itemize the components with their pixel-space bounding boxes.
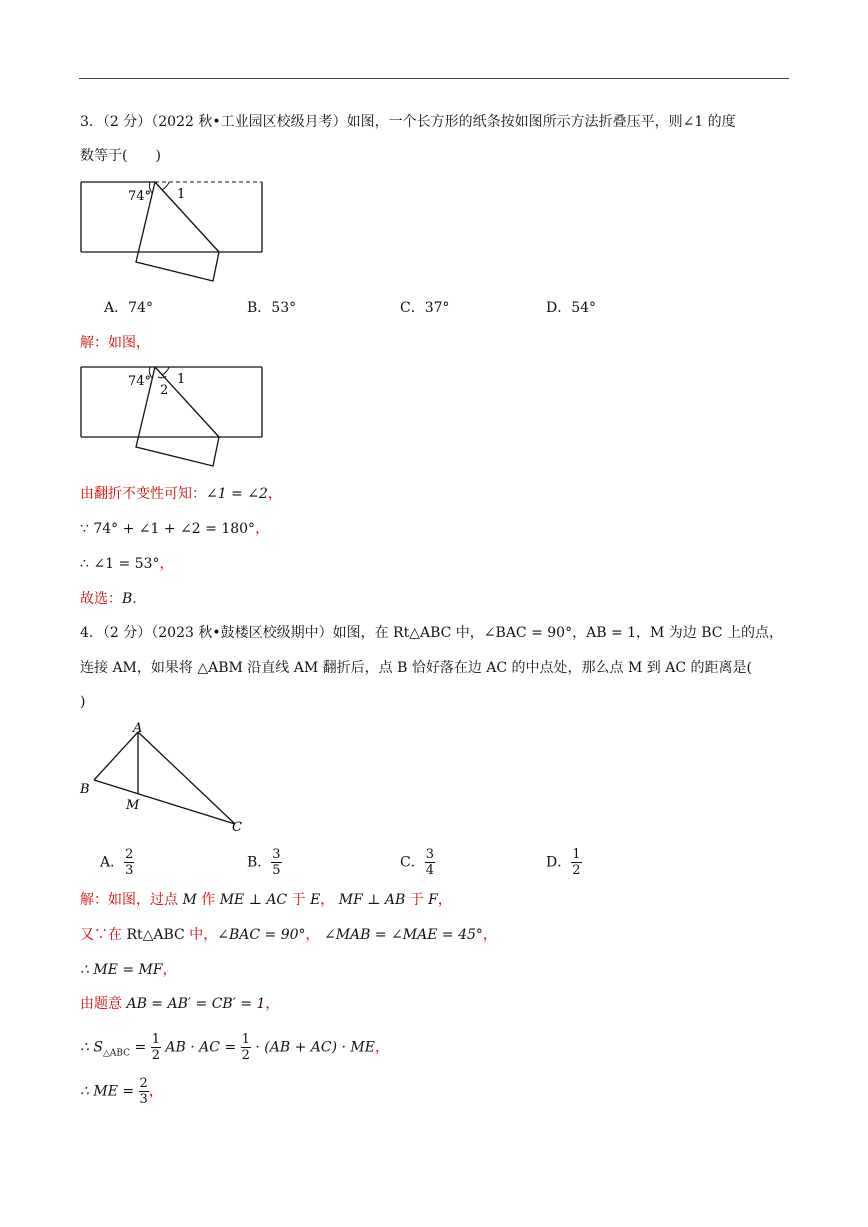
q4-stem-line3: ) — [80, 694, 86, 710]
q3-fig-label-74: 74° — [128, 189, 152, 204]
q3-fig-label-1: 1 — [177, 187, 186, 202]
q3-option-b: B．53° — [247, 300, 297, 316]
q4-option-b: B． $\frac{3}{5}$ — [247, 847, 281, 878]
q3-solution-step3: ∴ ∠1 = 53°， — [80, 556, 174, 572]
q3-sfig-label-2: 2 — [160, 383, 169, 398]
q3-option-a: A．74° — [104, 300, 153, 316]
q4-fig-label-m: M — [126, 798, 140, 813]
q4-fig-segment-ab — [94, 732, 138, 780]
q4-stem-line1: 4．（2 分）（2023 秋•鼓楼区校级期中）如图，在 Rt△ABC 中，∠BAC = 90°，AB = 1，M 为边 BC 上的点， — [80, 625, 783, 641]
q3-sfig-label-1: 1 — [177, 372, 186, 387]
q4-option-c: C． $\frac{3}{4}$ — [400, 847, 434, 878]
q3-fig-angle1-arc — [162, 182, 169, 190]
q4-solution-line4: 由题意 AB = AB′ = CB′ = 1， — [80, 996, 280, 1012]
q4-fig-segment-bc — [94, 780, 235, 824]
q3-stem-line2: 数等于( ) — [80, 148, 161, 164]
q4-solution-line2: 又∵在 Rt△ABC 中，∠BAC = 90°， ∠MAB = ∠MAE = 45°， — [80, 927, 497, 943]
q4-figure — [75, 720, 255, 840]
q4-stem-line2: 连接 AM，如果将 △ABM 沿直线 AM 翻折后，点 B 恰好落在边 AC 的中点处，那么点 M 到 AC 的距离是( — [80, 660, 752, 676]
q4-option-a: A． $\frac{2}{3}$ — [100, 847, 134, 878]
q4-solution-line3: ∴ ME = MF， — [80, 962, 177, 978]
q4-solution-line5: ∴ $S_{\triangle ABC}$ = $\frac{1}{2}$ AB · AC = $\frac{1}{2}$ · (AB + AC) · ME， — [80, 1032, 389, 1063]
q3-solution-step2: ∵ 74° + ∠1 + ∠2 = 180°， — [80, 521, 270, 537]
q4-fig-label-b: B — [80, 782, 90, 797]
q3-option-c: C．37° — [400, 300, 450, 316]
q4-fig-segment-ac — [138, 732, 235, 824]
q3-solution-intro: 解：如图， — [80, 335, 150, 351]
q4-solution-line6: ∴ ME = $\frac{2}{3}$ ， — [80, 1076, 163, 1107]
q3-sfig-label-74: 74° — [128, 374, 152, 389]
q3-solution-step1: 由翻折不变性可知：∠1 = ∠2， — [80, 486, 282, 502]
header-rule — [79, 78, 789, 79]
q3-figure — [78, 176, 268, 288]
q4-fig-label-a: A — [133, 721, 143, 736]
q3-answer: 故选：B． — [80, 591, 147, 607]
q4-solution-line1: 解：如图，过点 M 作 ME ⊥ AC 于 E， MF ⊥ AB 于 F， — [80, 892, 452, 908]
q4-option-d: D． $\frac{1}{2}$ — [546, 847, 581, 878]
q4-fig-label-c: C — [232, 820, 242, 835]
q3-solution-figure — [78, 361, 268, 473]
q3-sfig-angle1-arc — [162, 367, 169, 375]
q3-sfig-angle2-arc — [158, 376, 166, 378]
q3-stem-line1: 3．（2 分）（2022 秋•工业园区校级月考）如图，一个长方形的纸条按如图所示方法折叠压平，则∠1 的度 — [80, 114, 736, 130]
q3-option-d: D．54° — [546, 300, 597, 316]
